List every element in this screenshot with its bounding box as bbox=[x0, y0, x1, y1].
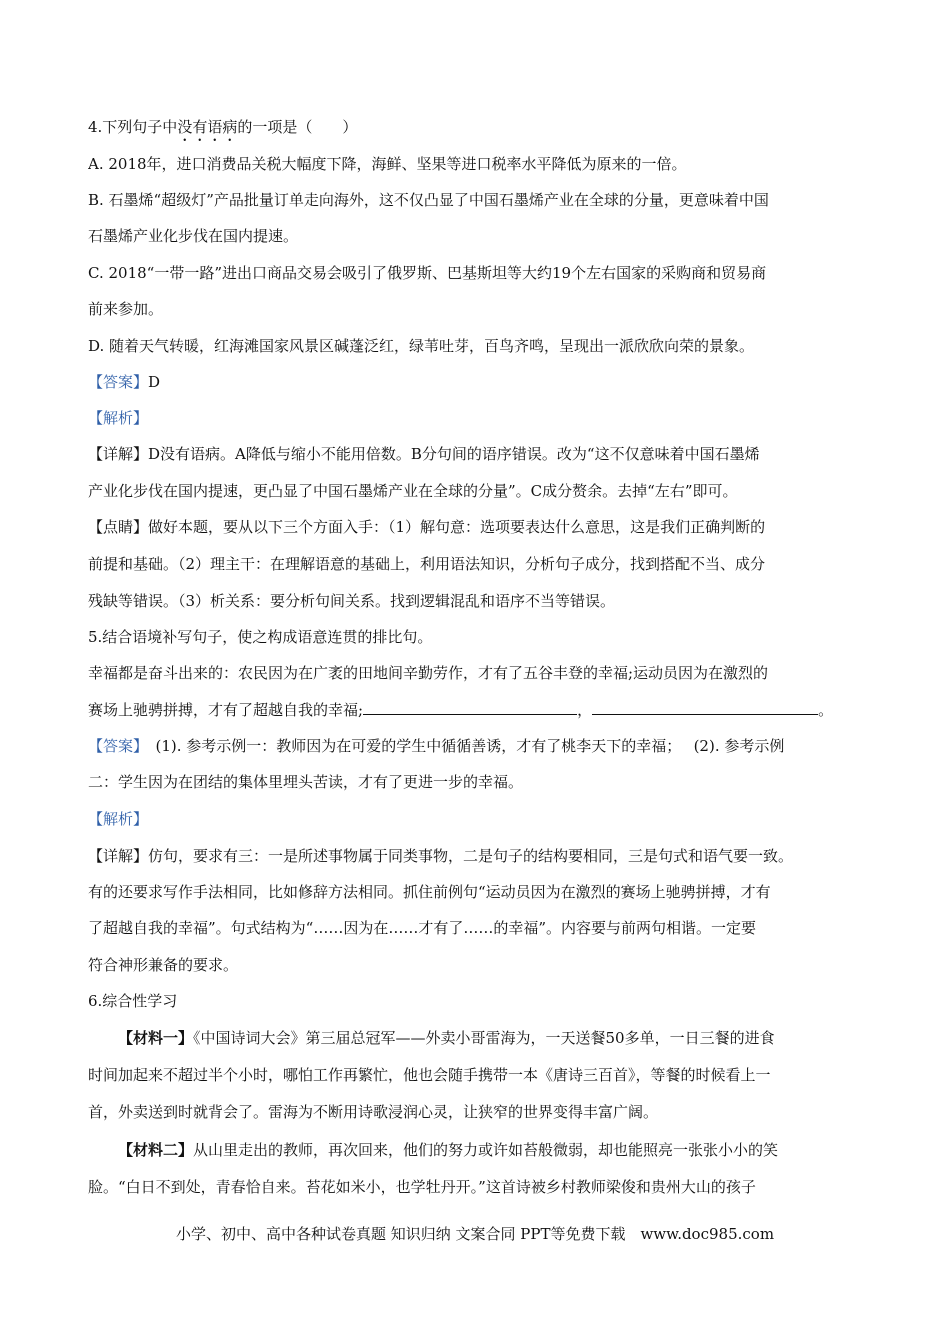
q4-stem-text: 4.下列句子中 bbox=[88, 118, 178, 136]
q6-material2-text: 从山里走出的教师，再次回来，他们的努力或许如苔般微弱，却也能照亮一张张小小的笑 bbox=[193, 1141, 779, 1159]
q4-answer bbox=[88, 371, 873, 393]
q4-detail-text: D没有语病。A降低与缩小不能用倍数。B分句间的语序错误。改为“这不仅意味着中国石墨烯 bbox=[148, 445, 760, 463]
q6-material2-tag: 【材料二】 bbox=[118, 1141, 194, 1159]
q4-tip-line1 bbox=[88, 516, 873, 538]
q5-stem: 5.结合语境补写句子，使之构成语意连贯的排比句。 bbox=[88, 628, 433, 646]
q6-material2-line1 bbox=[118, 1139, 873, 1161]
q4-tip-line2: 前提和基础。（2）理主干：在理解语意的基础上，利用语法知识，分析句子成分，找到搭配不当、成分 bbox=[88, 555, 766, 573]
q5-separator: ， bbox=[577, 701, 593, 719]
q6-material1-line2: 时间加起来不超过半个小时，哪怕工作再繁忙，他也会随手携带一本《唐诗三百首》，等餐的时候看上一 bbox=[88, 1066, 771, 1084]
page-footer: 小学、初中、高中各种试卷真题 知识归纳 文案合同 PPT等免费下载 www.doc985.com bbox=[175, 1225, 775, 1243]
q4-option-d: D. 随着天气转暖，红海滩国家风景区碱蓬泛红，绿苇吐芽，百鸟齐鸣，呈现出一派欣欣向荣的景象。 bbox=[88, 337, 755, 355]
q4-tip-line3: 残缺等错误。（3）析关系：要分析句间关系。找到逻辑混乱和语序不当等错误。 bbox=[88, 592, 616, 610]
q4-option-c-line1: C. 2018“一带一路”进出口商品交易会吸引了俄罗斯、巴基斯坦等大约19个左右国家的采购商和贸易商 bbox=[88, 264, 767, 282]
q5-analysis-tag: 【解析】 bbox=[88, 810, 149, 828]
q6-material1-tag: 【材料一】 bbox=[118, 1029, 194, 1047]
q5-blank-2 bbox=[592, 698, 818, 715]
q4-stem-emphasis: 没有语病 bbox=[177, 118, 238, 136]
q5-detail-line4: 符合神形兼备的要求。 bbox=[88, 956, 239, 974]
q4-detail-tag: 【详解】 bbox=[88, 445, 149, 463]
q4-option-b-line2: 石墨烯产业化步伐在国内提速。 bbox=[88, 227, 299, 245]
q4-option-c-line2: 前来参加。 bbox=[88, 300, 164, 318]
q4-stem-bracket: 的一项是（ ） bbox=[237, 118, 358, 136]
q5-context-line2 bbox=[88, 698, 873, 721]
q5-detail-line2: 有的还要求写作手法相同，比如修辞方法相同。抓住前例句“运动员因为在激烈的赛场上驰骋拼搏，才有 bbox=[88, 883, 771, 901]
q5-answer-text: (1). 参考示例一：教师因为在可爱的学生中循循善诱，才有了桃李天下的幸福； (2). 参考示例 bbox=[140, 737, 785, 755]
q4-stem bbox=[88, 116, 873, 145]
q4-detail-line1 bbox=[88, 443, 873, 465]
q5-context-line1: 幸福都是奋斗出来的：农民因为在广袤的田地间辛勤劳作，才有了五谷丰登的幸福;运动员因为在激烈的 bbox=[88, 664, 769, 682]
q6-material1-text: 《中国诗词大会》第三届总冠军——外卖小哥雷海为，一天送餐50多单，一日三餐的进食 bbox=[193, 1029, 775, 1047]
q5-detail-tag: 【详解】 bbox=[88, 847, 149, 865]
q6-material1-line3: 首，外卖送到时就背会了。雷海为不断用诗歌浸润心灵，让狭窄的世界变得丰富广阔。 bbox=[88, 1103, 659, 1121]
q4-answer-tag: 【答案】 bbox=[88, 373, 149, 391]
q5-period: 。 bbox=[818, 701, 834, 719]
q4-analysis-tag: 【解析】 bbox=[88, 409, 149, 427]
q4-option-b-line1: B. 石墨烯“超级灯”产品批量订单走向海外，这不仅凸显了中国石墨烯产业在全球的分量，更意味着中国 bbox=[88, 191, 769, 209]
q5-detail-text: 仿句，要求有三：一是所述事物属于同类事物，二是句子的结构要相同，三是句式和语气要一致。 bbox=[148, 847, 794, 865]
q4-tip-tag: 【点睛】 bbox=[88, 518, 149, 536]
q5-answer-tag: 【答案】 bbox=[88, 737, 141, 755]
q5-answer-line1 bbox=[88, 735, 873, 757]
q6-material2-line2: 脸。“白日不到处，青春恰自来。苔花如米小，也学牡丹开。”这首诗被乡村教师梁俊和贵州大山的孩子 bbox=[88, 1178, 756, 1196]
q5-detail-line1 bbox=[88, 845, 873, 867]
q5-detail-line3: 了超越自我的幸福”。句式结构为“……因为在……才有了……的幸福”。内容要与前两句相谐。一定要 bbox=[88, 919, 757, 937]
q5-answer-line2: 二：学生因为在团结的集体里埋头苦读，才有了更进一步的幸福。 bbox=[88, 773, 524, 791]
q6-material1-line1 bbox=[118, 1027, 873, 1049]
q5-context-text: 赛场上驰骋拼搏，才有了超越自我的幸福; bbox=[88, 701, 364, 719]
q5-blank-1 bbox=[363, 698, 577, 715]
q4-answer-value: D bbox=[148, 373, 161, 391]
q4-detail-line2: 产业化步伐在国内提速，更凸显了中国石墨烯产业在全球的分量”。C成分赘余。去掉“左右”即可。 bbox=[88, 482, 738, 500]
q4-option-a: A. 2018年，进口消费品关税大幅度下降，海鲜、坚果等进口税率水平降低为原来的一倍。 bbox=[88, 155, 687, 173]
q6-title: 6.综合性学习 bbox=[88, 992, 178, 1010]
q4-tip-text: 做好本题，要从以下三个方面入手：（1）解句意：选项要表达什么意思，这是我们正确判断的 bbox=[148, 518, 766, 536]
